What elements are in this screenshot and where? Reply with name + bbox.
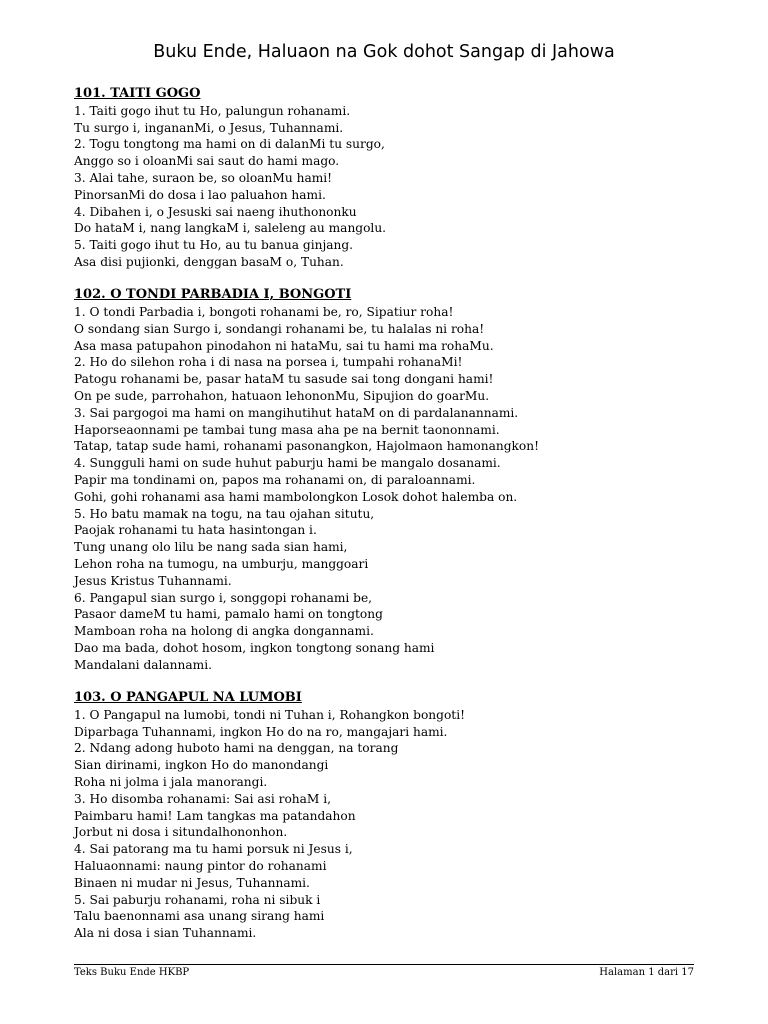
- song-line: 3. Sai pargogoi ma hami on mangihutihut hataM on di pardalanannami.: [74, 405, 519, 420]
- song-line: 5. Taiti gogo ihut tu Ho, au tu banua ginjang.: [74, 238, 354, 253]
- song-line: Paojak rohanami tu hata hasintongan i.: [74, 523, 317, 538]
- song-line: Diparbaga Tuhannami, ingkon Ho do na ro, mangajari hami.: [74, 724, 448, 739]
- song-line: Haluaonnami: naung pintor do rohanami: [74, 859, 327, 874]
- footer-document-name: Teks Buku Ende HKBP: [74, 967, 190, 978]
- song-line: 2. Ho do silehon roha i di nasa na porsea i, tumpahi rohanaMi!: [74, 355, 463, 370]
- song-line: 2. Togu tongtong ma hami on di dalanMi tu surgo,: [74, 137, 385, 152]
- song-line: PinorsanMi do dosa i lao paluahon hami.: [74, 187, 326, 202]
- song-line: 5. Sai paburju rohanami, roha ni sibuk i: [74, 892, 321, 907]
- song-section: [74, 287, 714, 673]
- song-line: 1. O tondi Parbadia i, bongoti rohanami be, ro, Sipatiur roha!: [74, 305, 454, 320]
- song-line: Anggo so i oloanMi sai saut do hami mago.: [74, 154, 340, 169]
- song-line: Papir ma tondinami on, papos ma rohanami on, di paraloannami.: [74, 473, 476, 488]
- song-line: Do hataM i, nang langkaM i, saleleng au mangolu.: [74, 221, 387, 236]
- song-line: Tung unang olo lilu be nang sada sian hami,: [74, 540, 348, 555]
- song-line: Gohi, gohi rohanami asa hami mambolongkon Losok dohot halemba on.: [74, 489, 518, 504]
- song-line: Roha ni jolma i jala manorangi.: [74, 775, 268, 790]
- song-section: [74, 86, 714, 271]
- song-title: 101. TAITI GOGO: [74, 86, 201, 101]
- song-line: On pe sude, parrohahon, hatuaon lehononMu, Sipujion do goarMu.: [74, 389, 490, 404]
- song-line: Tu surgo i, ingananMi, o Jesus, Tuhannami.: [74, 120, 344, 135]
- song-line: Mandalani dalannami.: [74, 657, 212, 672]
- footer-page-number: Halaman 1 dari 17: [599, 967, 694, 978]
- song-line: O sondang sian Surgo i, sondangi rohanami be, tu halalas ni roha!: [74, 321, 485, 336]
- song-line: Lehon roha na tumogu, na umburju, manggoari: [74, 557, 369, 572]
- song-line: 1. Taiti gogo ihut tu Ho, palungun rohanami.: [74, 103, 351, 118]
- song-line: 2. Ndang adong huboto hami na denggan, na torang: [74, 741, 399, 756]
- song-line: Patogu rohanami be, pasar hataM tu sasude sai tong dongani hami!: [74, 372, 494, 387]
- song-title: 103. O PANGAPUL NA LUMOBI: [74, 690, 302, 706]
- song-line: Tatap, tatap sude hami, rohanami pasonangkon, Hajolmaon hamonangkon!: [74, 439, 539, 454]
- song-line: Asa disi pujionki, denggan basaM o, Tuhan.: [74, 254, 344, 269]
- song-list: [74, 86, 714, 959]
- footer-divider: [74, 964, 694, 965]
- song-line: 4. Sungguli hami on sude huhut paburju hami be mangalo dosanami.: [74, 456, 501, 471]
- song-line: Asa masa patupahon pinodahon ni hataMu, sai tu hami ma rohaMu.: [74, 338, 494, 353]
- page-title: Buku Ende, Haluaon na Gok dohot Sangap di Jahowa: [153, 42, 615, 62]
- song-line: Ala ni dosa i sian Tuhannami.: [74, 926, 257, 941]
- song-line: 5. Ho batu mamak na togu, na tau ojahan situtu,: [74, 506, 375, 521]
- song-line: Dao ma bada, dohot hosom, ingkon tongtong sonang hami: [74, 641, 435, 655]
- song-line: 4. Sai patorang ma tu hami porsuk ni Jesus i,: [74, 842, 353, 857]
- song-line: Talu baenonnami asa unang sirang hami: [74, 909, 325, 924]
- song-line: 4. Dibahen i, o Jesuski sai naeng ihuthononku: [74, 204, 357, 219]
- song-title: 102. O TONDI PARBADIA I, BONGOTI: [74, 287, 352, 303]
- song-line: Mamboan roha na holong di angka dongannami.: [74, 624, 374, 639]
- song-line: 6. Pangapul sian surgo i, songgopi rohanami be,: [74, 590, 373, 605]
- song-line: Jorbut ni dosa i situndalhononhon.: [74, 825, 288, 840]
- song-line: Pasaor dameM tu hami, pamalo hami on tongtong: [74, 607, 383, 622]
- song-line: Sian dirinami, ingkon Ho do manondangi: [74, 758, 329, 773]
- song-line: 1. O Pangapul na lumobi, tondi ni Tuhan i, Rohangkon bongoti!: [74, 707, 465, 722]
- song-section: [74, 690, 714, 942]
- song-line: Paimbaru hami! Lam tangkas ma patandahon: [74, 808, 356, 823]
- song-line: Binaen ni mudar ni Jesus, Tuhannami.: [74, 875, 310, 890]
- song-line: 3. Alai tahe, suraon be, so oloanMu hami!: [74, 170, 333, 185]
- song-line: Jesus Kristus Tuhannami.: [74, 573, 232, 588]
- song-line: Haporseaonnami pe tambai tung masa aha pe na bernit taononnami.: [74, 422, 500, 437]
- song-line: 3. Ho disomba rohanami: Sai asi rohaM i,: [74, 791, 332, 806]
